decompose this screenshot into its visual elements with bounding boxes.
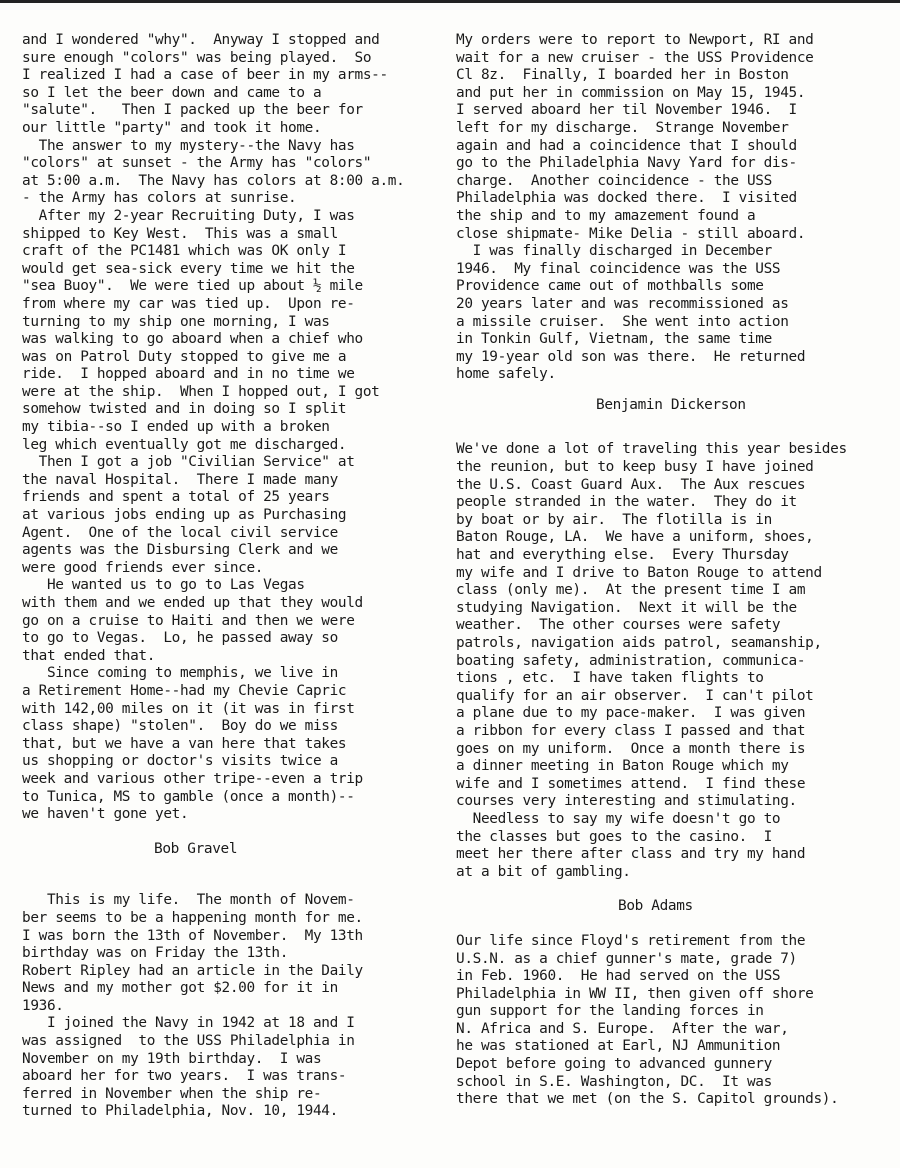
text-line: Philadelphia in WW II, then given off shore <box>456 985 814 1002</box>
right-text-block-1 <box>456 32 894 384</box>
text-line: Robert Ripley had an article in the Daily <box>22 962 363 979</box>
text-line: a missile cruiser. She went into action <box>456 313 789 330</box>
text-line: was walking to go aboard when a chief who <box>22 331 363 348</box>
signature-bob-adams: Bob Adams <box>618 898 693 915</box>
left-text-block-2 <box>22 892 442 1121</box>
text-line: weather. The other courses were safety <box>456 617 781 634</box>
text-line: ride. I hopped aboard and in no time we <box>22 366 355 383</box>
left-text-block-1 <box>22 32 442 824</box>
spacer <box>456 384 894 397</box>
text-line: our little "party" and took it home. <box>22 119 322 136</box>
text-line: in Feb. 1960. He had served on the USS <box>456 968 781 985</box>
text-line: ber seems to be a happening month for me. <box>22 909 363 926</box>
text-line: friends and spent a total of 25 years <box>22 489 330 506</box>
text-line: My orders were to report to Newport, RI and <box>456 32 814 48</box>
spacer <box>22 858 442 892</box>
text-line: patrols, navigation aids patrol, seamanship, <box>456 635 822 651</box>
text-line: leg which eventually got me discharged. <box>22 436 347 453</box>
text-line: I realized I had a case of beer in my arms-- <box>22 67 388 84</box>
text-line: at 5:00 a.m. The Navy has colors at 8:00 a.m. <box>22 172 405 189</box>
text-line: were at the ship. When I hopped out, I got <box>22 383 380 400</box>
text-line: somehow twisted and in doing so I split <box>22 401 347 418</box>
text-line: qualify for an air observer. I can't pilot <box>456 687 814 704</box>
text-line: Then I got a job "Civilian Service" at <box>22 454 355 471</box>
text-line: gun support for the landing forces in <box>456 1003 764 1020</box>
text-line: sure enough "colors" was being played. So <box>22 49 372 66</box>
text-line: I joined the Navy in 1942 at 18 and I <box>22 1015 355 1032</box>
text-line: courses very interesting and stimulating. <box>456 793 797 810</box>
text-line: charge. Another coincidence - the USS <box>456 172 772 189</box>
text-line: boating safety, administration, communica- <box>456 652 806 669</box>
text-line: there that we met (on the S. Capitol grounds). <box>456 1091 839 1108</box>
text-line: and I wondered "why". Anyway I stopped and <box>22 32 380 48</box>
text-line: "colors" at sunset - the Army has "colors" <box>22 155 372 172</box>
text-line: tions , etc. I have taken flights to <box>456 670 764 687</box>
text-line: he was stationed at Earl, NJ Ammunition <box>456 1038 781 1055</box>
text-line: The answer to my mystery--the Navy has <box>22 137 355 154</box>
text-line: 20 years later and was recommissioned as <box>456 295 789 312</box>
text-line: 1946. My final coincidence was the USS <box>456 260 781 277</box>
text-line: I served aboard her til November 1946. I <box>456 102 797 119</box>
text-line: school in S.E. Washington, DC. It was <box>456 1073 772 1090</box>
text-line: hat and everything else. Every Thursday <box>456 547 789 564</box>
text-line: and put her in commission on May 15, 1945. <box>456 84 806 101</box>
text-line: the reunion, but to keep busy I have joined <box>456 459 814 476</box>
text-line: After my 2-year Recruiting Duty, I was <box>22 207 355 224</box>
text-line: He wanted us to go to Las Vegas <box>22 577 305 594</box>
text-line: Since coming to memphis, we live in <box>22 665 338 682</box>
text-line: close shipmate- Mike Delia - still aboard. <box>456 225 806 242</box>
text-line: Needless to say my wife doesn't go to <box>456 810 781 827</box>
text-line: I was born the 13th of November. My 13th <box>22 927 363 944</box>
text-line: Depot before going to advanced gunnery <box>456 1056 772 1073</box>
text-line: U.S.N. as a chief gunner's mate, grade 7) <box>456 950 797 967</box>
text-line: a ribbon for every class I passed and that <box>456 722 806 739</box>
text-line: birthday was on Friday the 13th. <box>22 945 289 962</box>
text-line: the ship and to my amazement found a <box>456 207 756 224</box>
text-line: week and various other tripe--even a trip <box>22 770 363 787</box>
text-line: at various jobs ending up as Purchasing <box>22 507 347 524</box>
text-line: people stranded in the water. They do it <box>456 494 797 511</box>
text-line: turning to my ship one morning, I was <box>22 313 330 330</box>
text-line: November on my 19th birthday. I was <box>22 1050 322 1067</box>
text-line: a plane due to my pace-maker. I was given <box>456 705 806 722</box>
text-line: the U.S. Coast Guard Aux. The Aux rescues <box>456 476 806 493</box>
text-line: would get sea-sick every time we hit the <box>22 260 355 277</box>
text-line: us shopping or doctor's visits twice a <box>22 753 338 770</box>
text-line: at a bit of gambling. <box>456 863 631 880</box>
text-line: ferred in November when the ship re- <box>22 1085 322 1102</box>
text-line: my wife and I drive to Baton Rouge to attend <box>456 564 822 581</box>
text-line: - the Army has colors at sunrise. <box>22 190 297 207</box>
text-line: that, but we have a van here that takes <box>22 735 347 752</box>
signature-bob-gravel: Bob Gravel <box>154 840 238 857</box>
text-line: was assigned to the USS Philadelphia in <box>22 1033 355 1050</box>
text-line: studying Navigation. Next it will be the <box>456 599 797 616</box>
top-rule <box>0 0 900 3</box>
text-line: Cl 8z. Finally, I boarded her in Boston <box>456 67 789 84</box>
spacer <box>456 881 894 898</box>
text-line: a dinner meeting in Baton Rouge which my <box>456 758 789 775</box>
text-line: Our life since Floyd's retirement from the <box>456 932 806 949</box>
text-line: Agent. One of the local civil service <box>22 524 338 541</box>
text-line: to go to Vegas. Lo, he passed away so <box>22 630 338 647</box>
text-line: go on a cruise to Haiti and then we were <box>22 612 355 629</box>
right-text-block-3 <box>456 933 894 1109</box>
text-line: goes on my uniform. Once a month there is <box>456 740 806 757</box>
spacer <box>22 824 442 841</box>
text-line: wife and I sometimes attend. I find these <box>456 775 806 792</box>
text-line: shipped to Key West. This was a small <box>22 225 338 242</box>
text-line: with them and we ended up that they would <box>22 595 363 611</box>
text-line: aboard her for two years. I was trans- <box>22 1068 347 1085</box>
text-line: Philadelphia was docked there. I visited <box>456 190 797 207</box>
text-line: class shape) "stolen". Boy do we miss <box>22 718 338 735</box>
text-line: the classes but goes to the casino. I <box>456 828 772 845</box>
text-line: with 142,00 miles on it (it was in first <box>22 700 355 717</box>
text-line: by boat or by air. The flotilla is in <box>456 511 772 528</box>
text-line: again and had a coincidence that I should <box>456 137 797 154</box>
text-line: that ended that. <box>22 647 156 664</box>
text-line: my tibia--so I ended up with a broken <box>22 419 330 436</box>
text-line: was on Patrol Duty stopped to give me a <box>22 348 347 365</box>
text-line: class (only me). At the present time I am <box>456 582 806 599</box>
text-line: Providence came out of mothballs some <box>456 278 764 295</box>
text-line: 1936. <box>22 997 64 1014</box>
text-line: the naval Hospital. There I made many <box>22 471 338 488</box>
text-line: N. Africa and S. Europe. After the war, <box>456 1020 789 1037</box>
text-line: News and my mother got $2.00 for it in <box>22 980 338 997</box>
text-line: This is my life. The month of Novem- <box>22 892 355 909</box>
spacer <box>456 916 894 933</box>
text-line: I was finally discharged in December <box>456 243 772 260</box>
text-line: so I let the beer down and came to a <box>22 84 322 101</box>
text-line: turned to Philadelphia, Nov. 10, 1944. <box>22 1103 338 1120</box>
text-line: home safely. <box>456 366 556 383</box>
text-line: to Tunica, MS to gamble (once a month)-- <box>22 788 355 805</box>
text-line: We've done a lot of traveling this year besides <box>456 441 847 458</box>
signature-benjamin-dickerson: Benjamin Dickerson <box>596 396 746 413</box>
text-line: craft of the PC1481 which was OK only I <box>22 243 347 260</box>
text-line: a Retirement Home--had my Chevie Capric <box>22 682 347 699</box>
text-line: wait for a new cruiser - the USS Providence <box>456 49 814 66</box>
text-line: meet her there after class and try my hand <box>456 846 806 863</box>
text-line: agents was the Disbursing Clerk and we <box>22 542 338 559</box>
text-line: were good friends ever since. <box>22 559 264 576</box>
spacer <box>456 414 894 441</box>
text-line: left for my discharge. Strange November <box>456 119 789 136</box>
left-column <box>22 32 442 1121</box>
text-line: "salute". Then I packed up the beer for <box>22 102 363 119</box>
text-line: go to the Philadelphia Navy Yard for dis- <box>456 155 797 172</box>
text-line: from where my car was tied up. Upon re- <box>22 295 355 312</box>
right-text-block-2 <box>456 441 894 881</box>
text-line: we haven't gone yet. <box>22 806 189 823</box>
text-line: Baton Rouge, LA. We have a uniform, shoes, <box>456 529 814 546</box>
text-line: in Tonkin Gulf, Vietnam, the same time <box>456 331 772 348</box>
right-column <box>456 32 894 1109</box>
text-line: my 19-year old son was there. He returned <box>456 348 806 365</box>
text-line: "sea Buoy". We were tied up about ½ mile <box>22 278 363 295</box>
